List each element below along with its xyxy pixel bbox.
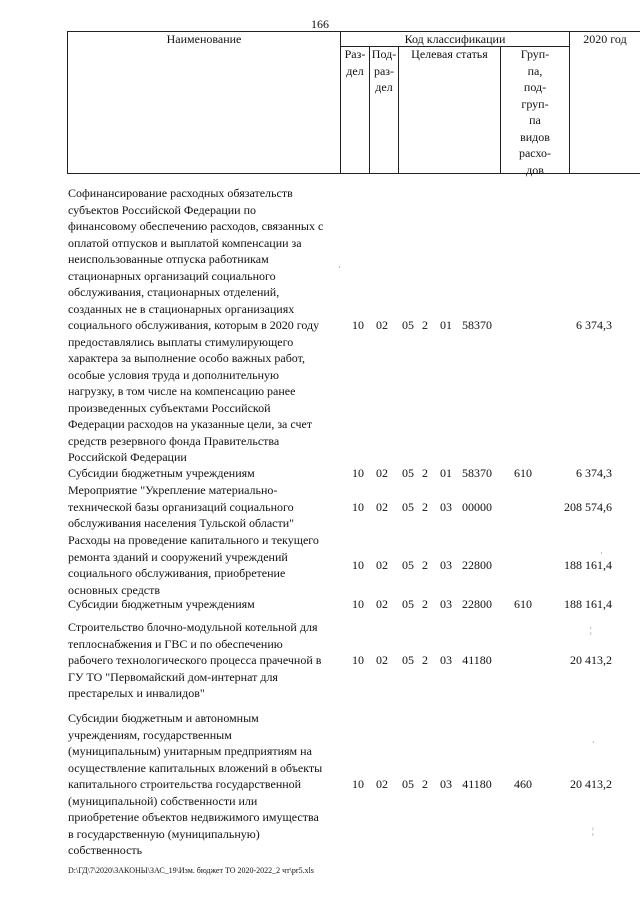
row-amount: 20 413,2	[570, 653, 612, 667]
row-name-line: ГУ ТО "Первомайский дом-интернат для	[68, 669, 278, 684]
row-t4: 00000	[462, 499, 492, 514]
row-podrazdel: 02	[376, 653, 388, 667]
row-podrazdel: 02	[376, 466, 388, 480]
row-t1: 05	[402, 597, 414, 611]
row-podrazdel: 02	[376, 557, 388, 572]
razdel-header-label: Раз- дел	[344, 47, 366, 78]
row-name-line: средств резервного фонда Правительства	[68, 433, 280, 448]
row-razdel: 10	[352, 557, 364, 572]
row-name-line: рабочего технологического процесса прачечной в	[68, 653, 322, 667]
row-amount: 20 413,2	[570, 777, 612, 791]
row-group: 610	[514, 597, 532, 611]
row-t3: 03	[440, 557, 452, 572]
scan-mark: ·	[592, 737, 595, 747]
row-t1: 05	[402, 318, 414, 332]
row-razdel: 10	[352, 318, 364, 332]
row-name-line: осуществление капитальных вложений в объекты	[68, 760, 323, 775]
row-t3: 03	[440, 653, 452, 667]
row-name-line: Расходы на проведение капитального и текущего	[68, 533, 319, 547]
row-t2: 2	[422, 777, 428, 791]
row-t1: 05	[402, 777, 414, 791]
row-amount: 208 574,6	[564, 499, 612, 514]
row-name-line: субъектов Российской Федерации по	[68, 202, 257, 217]
row-name-line: стационарных организаций социального	[68, 268, 276, 283]
row-name-line: капитального строительства государственной	[68, 777, 302, 791]
row-t1: 05	[402, 499, 414, 514]
page-number: 166	[311, 17, 329, 31]
row-name-line: характера за выполнение особо важных работ,	[68, 351, 305, 365]
row-name-line: Федерации расходов на указанные цели, за счет	[68, 417, 313, 431]
row-t3: 03	[440, 597, 452, 611]
row-name	[68, 619, 346, 702]
row-t4: 22800	[462, 597, 492, 611]
row-name-line: (муниципальным) унитарным предприятиям на	[68, 744, 312, 758]
row-name-line: технической базы организаций социального	[68, 499, 294, 514]
row-amount: 6 374,3	[576, 318, 612, 332]
row-t4: 58370	[462, 466, 492, 480]
row-t3: 01	[440, 318, 452, 332]
row-name-line: (муниципальной) собственности или	[68, 793, 258, 808]
row-name	[68, 532, 346, 598]
table-header	[67, 31, 640, 177]
row-name-line: Строительство блочно-модульной котельной для	[68, 620, 318, 634]
footer-file-path: D:\ГД\7\2020\ЗАКОНЫ\ЗАС_19\Изм. бюджет ТО 2020-2022_2 чт\pr5.xls	[68, 866, 314, 875]
row-name-line: неиспользованные отпуска работникам	[68, 252, 269, 266]
row-podrazdel: 02	[376, 318, 388, 332]
row-t3: 03	[440, 499, 452, 514]
row-name-line: предоставлялись выплаты стимулирующего	[68, 334, 294, 349]
row-name-line: социального обслуживания, которым в 2020 году	[68, 318, 320, 332]
row-podrazdel: 02	[376, 777, 388, 791]
row-name-line: произведенных субъектами Российской	[68, 400, 271, 415]
row-name-line: социального обслуживания, приобретение	[68, 566, 286, 580]
row-t3: 01	[440, 466, 452, 480]
row-name-line: престарелых и инвалидов"	[68, 686, 205, 700]
row-t4: 22800	[462, 557, 492, 572]
row-t2: 2	[422, 557, 428, 572]
row-name-line: Субсидии бюджетным и автономным	[68, 711, 259, 725]
row-group: 610	[514, 466, 532, 480]
row-name-line: основных средств	[68, 582, 161, 597]
row-name-line: обслуживания, стационарных отделений,	[68, 285, 280, 299]
row-razdel: 10	[352, 466, 364, 480]
row-name-line: обслуживания населения Тульской области"	[68, 516, 295, 530]
row-t2: 2	[422, 466, 428, 480]
row-name-line: в государственную (муниципальную)	[68, 826, 260, 841]
row-t4: 41180	[462, 653, 492, 667]
year-header-cell	[569, 31, 640, 174]
scan-mark: ¦	[592, 826, 594, 836]
name-header-label: Наименование	[166, 32, 242, 46]
row-t4: 58370	[462, 318, 492, 332]
row-razdel: 10	[352, 653, 364, 667]
target-header-cell	[398, 46, 501, 174]
row-t1: 05	[402, 653, 414, 667]
row-name-line: теплоснабжения и ГВС и по обеспечению	[68, 636, 283, 651]
row-podrazdel: 02	[376, 597, 388, 611]
year-header-label: 2020 год	[583, 32, 627, 46]
group-header-label: Груп- па, под- груп- па видов расхо- дов	[518, 47, 552, 177]
row-name-line: Субсидии бюджетным учреждениям	[68, 466, 255, 480]
scan-mark: ¦	[590, 625, 592, 635]
row-amount: 6 374,3	[576, 466, 612, 480]
row-name-line: особые условия труда и дополнительную	[68, 367, 279, 382]
scan-mark: ·	[338, 262, 341, 272]
row-amount: 188 161,4	[564, 597, 612, 611]
row-group: 460	[514, 777, 532, 791]
row-name-line: учреждениям, государственным	[68, 727, 232, 742]
row-name	[68, 185, 346, 466]
row-razdel: 10	[352, 499, 364, 514]
row-t3: 03	[440, 777, 452, 791]
row-razdel: 10	[352, 597, 364, 611]
row-name-line: Субсидии бюджетным учреждениям	[68, 597, 255, 611]
name-header-cell	[67, 31, 341, 174]
row-name-line: собственность	[68, 843, 143, 857]
row-t4: 41180	[462, 777, 492, 791]
row-name-line: приобретение объектов недвижимого имущества	[68, 810, 319, 824]
row-t2: 2	[422, 653, 428, 667]
row-name-line: оплатой отпусков и выплатой компенсации за	[68, 235, 302, 250]
row-name-line: созданных не в стационарных организациях	[68, 301, 295, 316]
row-name-line: ремонта зданий и сооружений учреждений	[68, 549, 288, 564]
row-name	[68, 710, 346, 859]
row-name-line: Российской Федерации	[68, 450, 187, 464]
scan-mark: ·	[600, 548, 603, 558]
row-t2: 2	[422, 597, 428, 611]
code-header-label: Код классификации	[404, 32, 506, 46]
row-name-line: Софинансирование расходных обязательств	[68, 186, 293, 200]
row-amount: 188 161,4	[564, 557, 612, 572]
row-name-line: финансовому обеспечению расходов, связанных с	[68, 219, 324, 233]
row-name	[68, 465, 346, 482]
row-t2: 2	[422, 318, 428, 332]
row-name	[68, 482, 346, 532]
row-name	[68, 596, 346, 613]
row-t1: 05	[402, 557, 414, 572]
target-header-label: Целевая статья	[411, 47, 488, 61]
row-name-line: нагрузку, в том числе на компенсацию ранее	[68, 384, 296, 398]
row-name-line: Мероприятие "Укрепление материально-	[68, 483, 278, 497]
row-razdel: 10	[352, 777, 364, 791]
row-t2: 2	[422, 499, 428, 514]
row-t1: 05	[402, 466, 414, 480]
podrazdel-header-label: Под- раз- дел	[371, 47, 397, 94]
row-podrazdel: 02	[376, 499, 388, 514]
